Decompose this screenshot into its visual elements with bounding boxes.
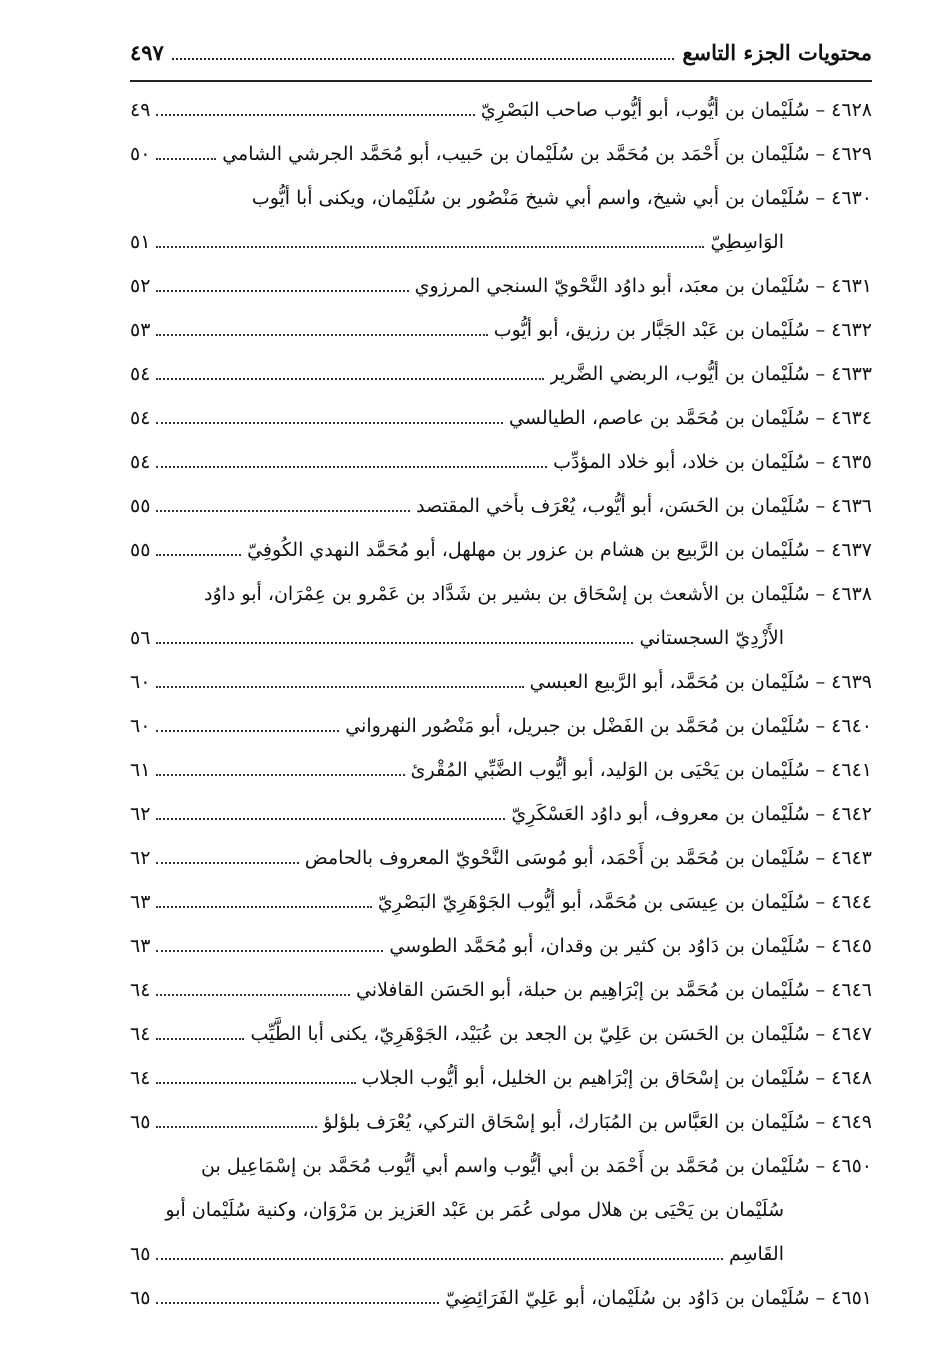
- toc-entry-text: ٤٦٤١ – سُلَيْمان بن يَحْيَى بن الوَليد، أبو أيُّوب الضَّبِّي المُقْرئ: [410, 759, 872, 781]
- toc-page-number: ٦٤: [130, 979, 151, 1001]
- toc-entry: [130, 924, 872, 968]
- toc-entry: [130, 1144, 872, 1276]
- toc-page-number: ٦٤: [130, 1023, 151, 1045]
- toc-entry: [130, 704, 872, 748]
- toc-entry: [130, 1056, 872, 1100]
- toc-entry: [130, 836, 872, 880]
- page-title: محتويات الجزء التاسع: [682, 40, 872, 65]
- toc-entry-line: ٤٦٥٠ – سُلَيْمان بن مُحَمَّد بن أَحْمَد بن أبي أيُّوب واسم أبي أيُّوب مُحَمَّد بن إسْمَاعِيل بن: [201, 1155, 872, 1177]
- toc-entry-line: ٤٦٣٠ – سُلَيْمان بن أبي شيخ، واسم أبي شيخ مَنْصُور بن سُلَيْمان، ويكنى أبا أيُّوب: [251, 187, 872, 209]
- page-header: [130, 40, 872, 82]
- leader-dots: [156, 729, 339, 732]
- leader-dots: [156, 465, 547, 468]
- leader-dots: [156, 861, 298, 864]
- leader-dots: [156, 377, 543, 380]
- toc-entry: [130, 484, 872, 528]
- toc-page-number: ٦٠: [130, 671, 151, 693]
- toc-page-number: ٥١: [130, 231, 151, 253]
- toc-entry: [130, 1276, 872, 1320]
- toc-page-number: ٥٥: [130, 495, 151, 517]
- toc-entry: [130, 1012, 872, 1056]
- page-number: ٤٩٧: [130, 40, 164, 65]
- toc-entry: [130, 880, 872, 924]
- toc-entry-text: ٤٦٤٥ – سُلَيْمان بن دَاوُد بن كثير بن وقدان، أبو مُحَمَّد الطوسي: [389, 935, 872, 957]
- toc-entry-text: ٤٦٤٦ – سُلَيْمان بن مُحَمَّد بن إبْرَاهِيم بن حبلة، أبو الحَسَن القافلاني: [355, 979, 872, 1001]
- leader-dots: [172, 57, 675, 60]
- toc-page-number: ٦٠: [130, 715, 151, 737]
- leader-dots: [156, 1301, 439, 1304]
- toc-entry: [130, 176, 872, 264]
- toc-entry-text: ٤٦٣٢ – سُلَيْمان بن عَبْد الجَبَّار بن رزيق، أبو أيُّوب: [493, 319, 872, 341]
- leader-dots: [156, 289, 408, 292]
- toc-entry: [130, 572, 872, 660]
- toc-page-number: ٥٤: [130, 451, 151, 473]
- toc-entry-text: ٤٦٣٧ – سُلَيْمان بن الرَّبيع بن هشام بن عزور بن مهلهل، أبو مُحَمَّد النهدي الكُوفِيّ: [247, 539, 872, 561]
- toc-entry: [130, 968, 872, 1012]
- toc-page-number: ٥٢: [130, 275, 151, 297]
- leader-dots: [156, 553, 241, 556]
- toc-page: [130, 40, 872, 1320]
- toc-entry-text: ٤٦٣٣ – سُلَيْمان بن أيُّوب، الربضي الضَّرير: [549, 363, 872, 385]
- leader-dots: [156, 245, 704, 248]
- toc-entry-text: ٤٦٤٩ – سُلَيْمان بن العَبَّاس بن المُبَارك، أبو إسْحَاق التركي، يُعْرَف بلؤلؤ: [323, 1111, 872, 1133]
- toc-entry-text: الأَزْدِيّ السجستاني: [639, 627, 784, 649]
- toc-entry: [130, 1100, 872, 1144]
- leader-dots: [156, 1125, 317, 1128]
- toc-entry-line: سُلَيْمان بن يَحْيَى بن هلال مولى عُمَر بن عَبْد العَزيز بن مَرْوَان، وكنية سُلَيْمان أبو: [165, 1199, 784, 1221]
- toc-entry: [130, 528, 872, 572]
- toc-entry-text: ٤٦٢٩ – سُلَيْمان بن أَحْمَد بن مُحَمَّد بن سُلَيْمان بن حَبيب، أبو مُحَمَّد الجرشي الشامي: [222, 143, 872, 165]
- toc-page-number: ٦٢: [130, 847, 151, 869]
- leader-dots: [156, 113, 475, 116]
- leader-dots: [156, 993, 350, 996]
- toc-page-number: ٦٢: [130, 803, 151, 825]
- toc-entry-text: ٤٦٣٦ – سُلَيْمان بن الحَسَن، أبو أيُّوب، يُعْرَف بأخي المقتصد: [416, 495, 872, 517]
- toc-page-number: ٦٤: [130, 1067, 151, 1089]
- toc-entries: [130, 88, 872, 1320]
- toc-entry: [130, 88, 872, 132]
- toc-entry-text: ٤٦٤٢ – سُلَيْمان بن معروف، أبو داوُد العَسْكَرِيّ: [511, 803, 872, 825]
- toc-page-number: ٦٥: [130, 1287, 151, 1309]
- toc-entry-text: ٤٦٤٣ – سُلَيْمان بن مُحَمَّد بن أَحْمَد، أبو مُوسَى النَّحْويّ المعروف بالحامض: [304, 847, 872, 869]
- toc-entry-last-line: [130, 1232, 872, 1276]
- toc-page-number: ٤٩: [130, 99, 151, 121]
- toc-entry: [130, 792, 872, 836]
- toc-entry-text: ٤٦٤٧ – سُلَيْمان بن الحَسَن بن عَلِيّ بن الجعد بن عُبَيْد، الجَوْهَرِيّ، يكنى أبا الطَّيِّب: [250, 1023, 872, 1045]
- leader-dots: [156, 1081, 355, 1084]
- leader-dots: [156, 641, 633, 644]
- toc-entry: [130, 264, 872, 308]
- toc-page-number: ٦٥: [130, 1111, 151, 1133]
- toc-entry-line: ٤٦٣٨ – سُلَيْمان بن الأشعث بن إسْحَاق بن بشير بن شَدَّاد بن عَمْرو بن عِمْرَان، أبو داوُد: [204, 583, 872, 605]
- leader-dots: [156, 1037, 244, 1040]
- toc-entry-text: ٤٦٤٨ – سُلَيْمان بن إسْحَاق بن إبْرَاهيم بن الخليل، أبو أيُّوب الجلاب: [361, 1067, 872, 1089]
- toc-entry-text: ٤٦٣٩ – سُلَيْمان بن مُحَمَّد، أبو الرَّبيع العبسي: [529, 671, 872, 693]
- leader-dots: [156, 905, 371, 908]
- toc-entry-text: الوَاسِطِيّ: [710, 231, 784, 253]
- toc-entry-text: ٤٦٤٠ – سُلَيْمان بن مُحَمَّد بن الفَضْل بن جبريل، أبو مَنْصُور النهرواني: [345, 715, 872, 737]
- toc-page-number: ٥٦: [130, 627, 151, 649]
- leader-dots: [156, 421, 503, 424]
- toc-page-number: ٥٤: [130, 363, 151, 385]
- toc-page-number: ٥٠: [130, 143, 151, 165]
- leader-dots: [156, 773, 404, 776]
- toc-entry: [130, 396, 872, 440]
- toc-entry: [130, 132, 872, 176]
- toc-page-number: ٦١: [130, 759, 151, 781]
- toc-entry-text: ٤٦٥١ – سُلَيْمان بن دَاوُد بن سُلَيْمان، أبو عَلِيّ الفَرَائِضِيّ: [445, 1287, 872, 1309]
- toc-page-number: ٥٤: [130, 407, 151, 429]
- leader-dots: [156, 685, 523, 688]
- leader-dots: [156, 333, 487, 336]
- toc-page-number: ٦٥: [130, 1243, 151, 1265]
- leader-dots: [156, 157, 216, 160]
- toc-page-number: ٦٣: [130, 935, 151, 957]
- toc-entry: [130, 352, 872, 396]
- leader-dots: [156, 509, 410, 512]
- leader-dots: [156, 817, 505, 820]
- toc-entry-text: ٤٦٣٥ – سُلَيْمان بن خلاد، أبو خلاد المؤدِّب: [553, 451, 872, 473]
- toc-entry: [130, 748, 872, 792]
- toc-page-number: ٥٣: [130, 319, 151, 341]
- toc-entry-text: ٤٦٢٨ – سُلَيْمان بن أيُّوب، أبو أيُّوب صاحب البَصْرِيّ: [480, 99, 872, 121]
- toc-entry-text: ٤٦٣١ – سُلَيْمان بن معبَد، أبو داوُد النَّحْويّ السنجي المرزوي: [414, 275, 872, 297]
- toc-entry: [130, 660, 872, 704]
- toc-entry-last-line: [130, 616, 872, 660]
- toc-entry-text: القَاسِم: [728, 1243, 784, 1265]
- toc-entry: [130, 308, 872, 352]
- toc-entry-text: ٤٦٣٤ – سُلَيْمان بن مُحَمَّد بن عاصم، الطيالسي: [509, 407, 872, 429]
- toc-entry-text: ٤٦٤٤ – سُلَيْمان بن عِيسَى بن مُحَمَّد، أبو أيُّوب الجَوْهَرِيّ البَصْرِيّ: [377, 891, 872, 913]
- toc-page-number: ٦٣: [130, 891, 151, 913]
- leader-dots: [156, 949, 383, 952]
- toc-entry: [130, 440, 872, 484]
- toc-entry-last-line: [130, 220, 872, 264]
- toc-page-number: ٥٥: [130, 539, 151, 561]
- leader-dots: [156, 1257, 723, 1260]
